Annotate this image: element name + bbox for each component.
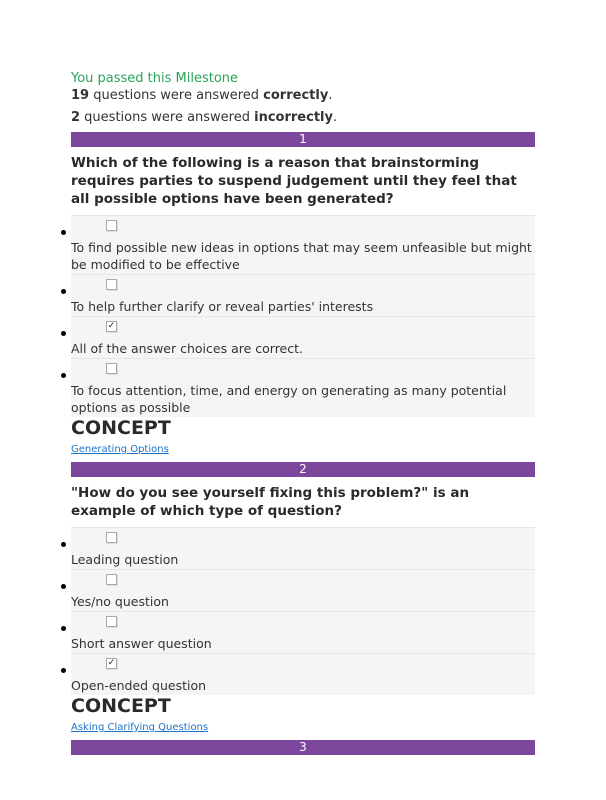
period: . [328, 88, 333, 103]
question-text: "How do you see yourself fixing this problem?" is an example of which type of question? [71, 485, 470, 519]
checkbox-icon[interactable] [106, 363, 117, 374]
checkbox-icon[interactable] [106, 279, 117, 290]
period: . [332, 110, 338, 125]
checkbox-icon[interactable] [106, 532, 117, 543]
bullet-icon [61, 331, 66, 336]
correct-word: correctly [263, 88, 329, 103]
answer-option[interactable] [71, 316, 535, 358]
checkbox-checked-icon[interactable]: ✓ [107, 321, 116, 331]
concept-heading: CONCEPT [71, 695, 171, 717]
concept-link[interactable]: Asking Clarifying Questions [71, 722, 209, 733]
question-text: Which of the following is a reason that brainstorming requires parties to suspend judgement until they feel that all possible options have been generated? [71, 155, 517, 207]
bullet-icon [61, 289, 66, 294]
answer-option[interactable] [71, 274, 535, 316]
passed-message: You passed this Milestone [71, 71, 239, 86]
answer-text: Open-ended question [71, 678, 207, 693]
checkbox-icon[interactable] [106, 574, 117, 585]
checkbox-icon[interactable] [106, 616, 117, 627]
incorrect-word: incorrectly [254, 110, 333, 125]
answer-option[interactable] [71, 215, 535, 274]
incorrect-summary-text: questions were answered [80, 110, 255, 125]
answer-option[interactable] [71, 527, 535, 569]
checkbox-icon[interactable] [106, 220, 117, 231]
concept-link[interactable]: Generating Options [71, 444, 169, 455]
question-number-bar: 3 [71, 740, 535, 755]
bullet-icon [61, 373, 66, 378]
answer-option[interactable] [71, 653, 535, 695]
bullet-icon [61, 230, 66, 235]
incorrect-count: 2 [71, 110, 81, 125]
answer-list [71, 527, 535, 695]
bullet-icon [61, 626, 66, 631]
answer-text: To focus attention, time, and energy on generating as many potential options as possible [71, 383, 507, 415]
question-number-bar: 2 [71, 462, 535, 477]
concept-heading: CONCEPT [71, 417, 171, 439]
bullet-icon [61, 584, 66, 589]
answer-text: Short answer question [71, 636, 212, 651]
correct-summary-text: questions were answered [89, 88, 264, 103]
bullet-icon [61, 542, 66, 547]
answer-text: Leading question [71, 552, 179, 567]
answer-text: To help further clarify or reveal parties' interests [71, 299, 374, 314]
answer-option[interactable] [71, 569, 535, 611]
answer-option[interactable] [71, 611, 535, 653]
correct-count: 19 [71, 88, 90, 103]
answer-text: Yes/no question [71, 594, 169, 609]
bullet-icon [61, 668, 66, 673]
answer-option[interactable] [71, 358, 535, 417]
answer-list [71, 215, 535, 417]
milestone-results [71, 70, 535, 755]
incorrect-summary [71, 109, 535, 126]
correct-summary [71, 87, 535, 104]
question-number-bar: 1 [71, 132, 535, 147]
answer-text: To find possible new ideas in options that may seem unfeasible but might be modified to be effective [71, 240, 532, 272]
checkbox-checked-icon[interactable]: ✓ [107, 658, 116, 668]
answer-text: All of the answer choices are correct. [71, 341, 303, 356]
